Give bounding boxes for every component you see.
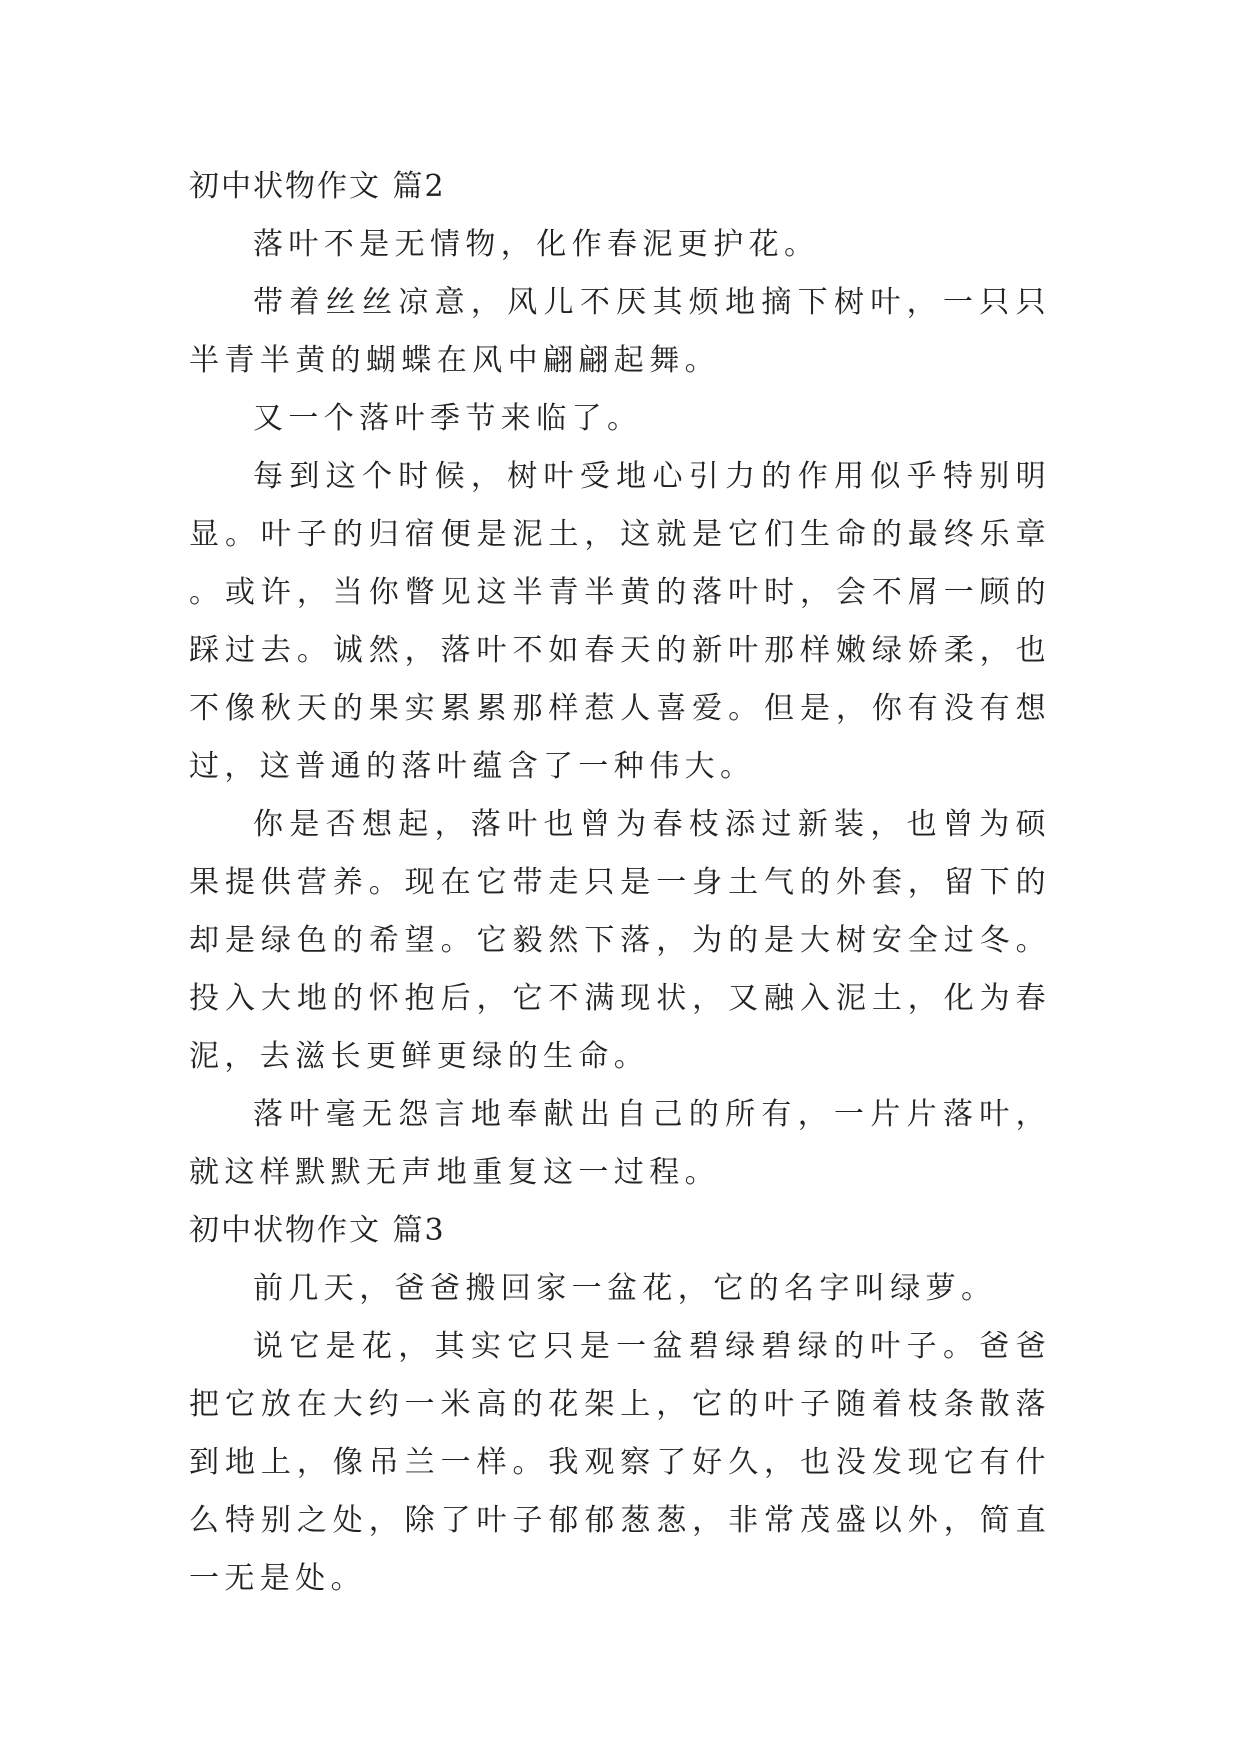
paragraph: 落叶不是无情物，化作春泥更护花。 xyxy=(253,227,820,262)
paragraph: 落叶毫无怨言地奉献出自己的所有，一片片落叶，就这样默默无声地重复这一过程。 xyxy=(189,1097,1051,1190)
document-body xyxy=(189,158,1051,1608)
section-heading: 初中状物作文 篇3 xyxy=(189,1213,446,1248)
paragraph: 又一个落叶季节来临了。 xyxy=(253,401,643,436)
paragraph: 你是否想起，落叶也曾为春枝添过新装，也曾为硕果提供营养。现在它带走只是一身土气的外套，留下的却是绿色的希望。它毅然下落，为的是大树安全过冬。投入大地的怀抱后，它不满现状，又融入泥土，化为春泥，去滋长更鲜更绿的生命。 xyxy=(189,807,1051,1074)
paragraph: 每到这个时候，树叶受地心引力的作用似乎特别明显。叶子的归宿便是泥土，这就是它们生命的最终乐章。或许，当你瞥见这半青半黄的落叶时，会不屑一顾的踩过去。诚然，落叶不如春天的新叶那样嫩绿娇柔，也不像秋天的果实累累那样惹人喜爱。但是，你有没有想过，这普通的落叶蕴含了一种伟大。 xyxy=(189,459,1051,784)
paragraph: 带着丝丝凉意，风儿不厌其烦地摘下树叶，一只只半青半黄的蝴蝶在风中翩翩起舞。 xyxy=(189,285,1051,378)
paragraph: 说它是花，其实它只是一盆碧绿碧绿的叶子。爸爸把它放在大约一米高的花架上，它的叶子随着枝条散落到地上，像吊兰一样。我观察了好久，也没发现它有什么特别之处，除了叶子郁郁葱葱，非常茂盛以外，简直一无是处。 xyxy=(189,1329,1051,1596)
paragraph: 前几天，爸爸搬回家一盆花，它的名字叫绿萝。 xyxy=(253,1271,997,1306)
section-heading: 初中状物作文 篇2 xyxy=(189,169,446,204)
